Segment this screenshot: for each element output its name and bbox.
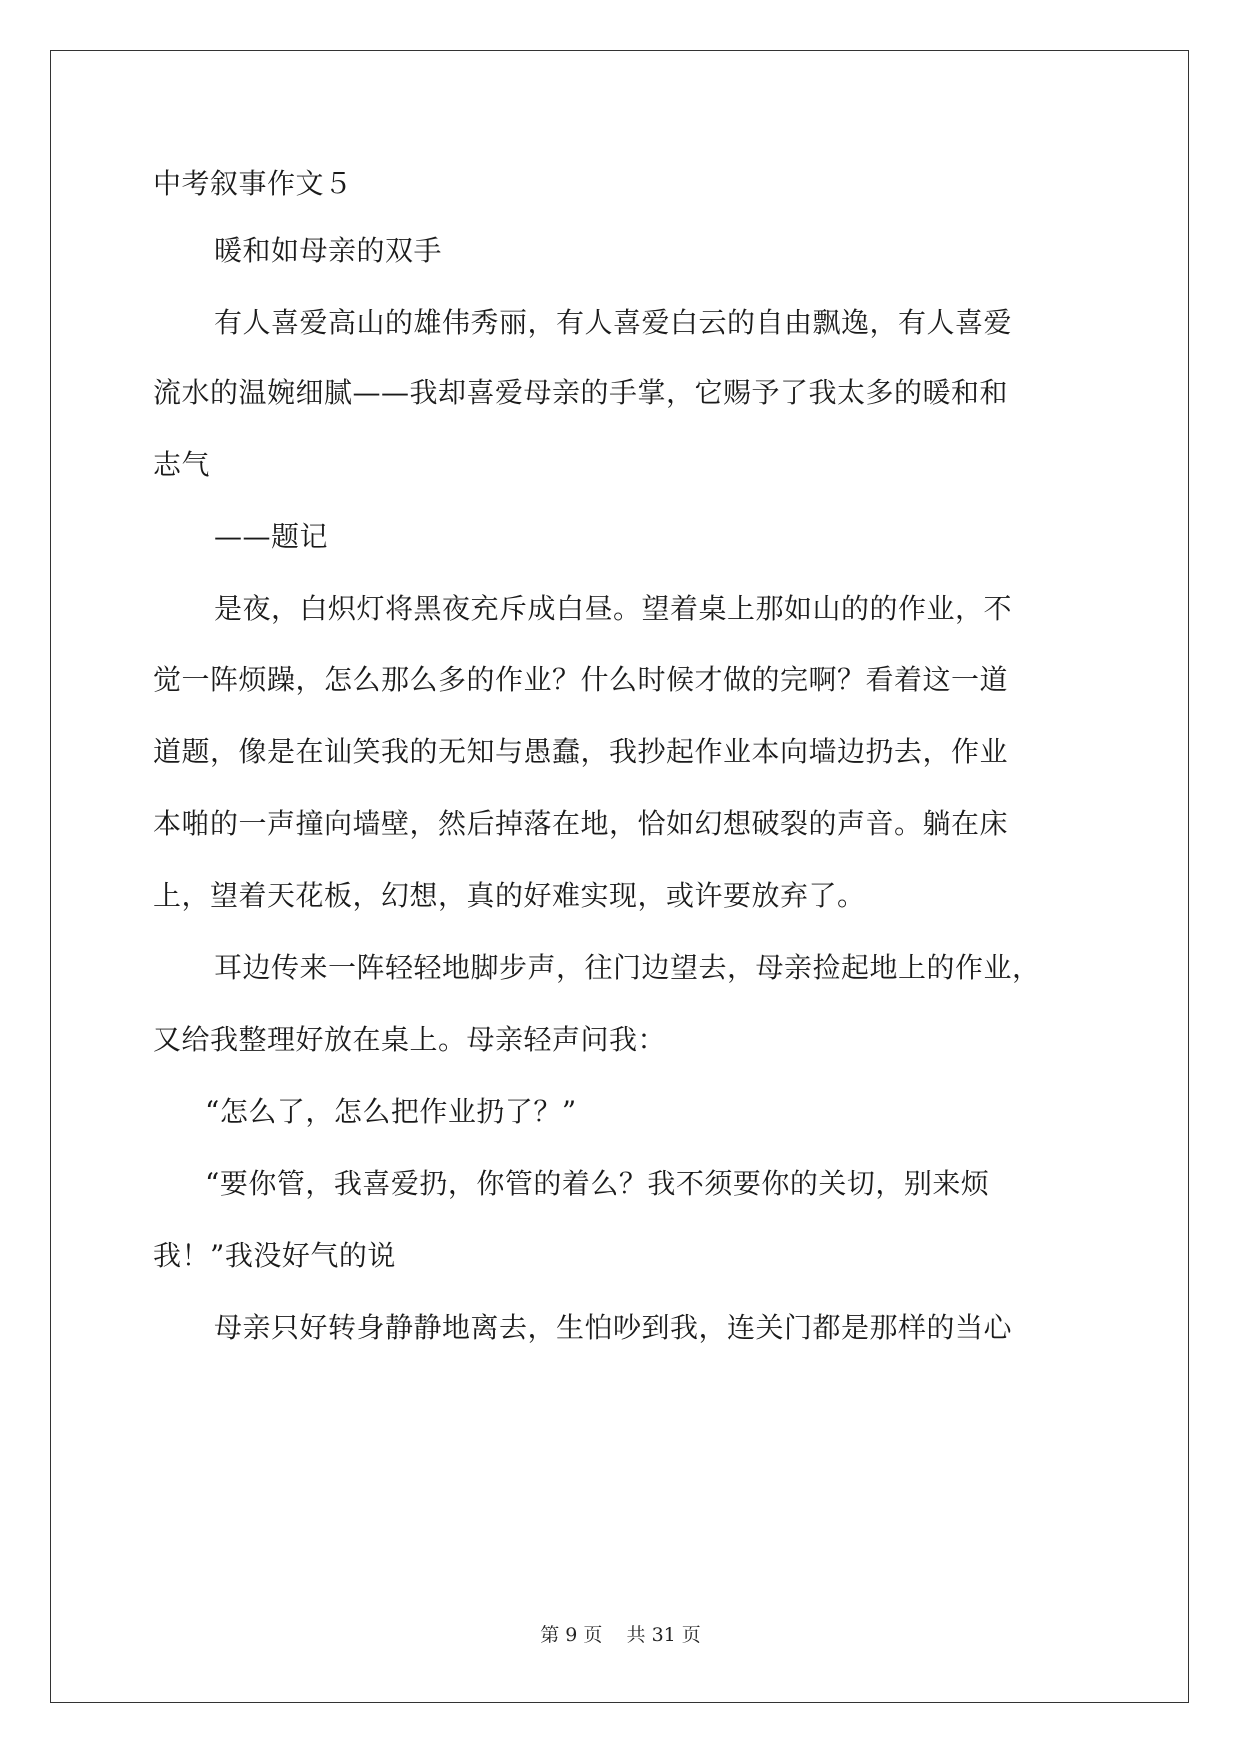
paragraph-line: 是夜，白炽灯将黑夜充斥成白昼。望着桌上那如山的的作业，不 bbox=[214, 592, 1013, 625]
dialogue-line: 我！”我没好气的说 bbox=[153, 1239, 396, 1272]
paragraph-line: 上，望着天花板，幻想，真的好难实现，或许要放弃了。 bbox=[153, 879, 866, 912]
essay-title: 暖和如母亲的双手 bbox=[214, 234, 443, 267]
paragraph-line: 流水的温婉细腻——我却喜爱母亲的手掌，它赐予了我太多的暖和和 bbox=[153, 376, 1009, 409]
page-number: 第 9 页 共 31 页 bbox=[540, 1624, 701, 1646]
paragraph-line: 母亲只好转身静静地离去，生怕吵到我，连关门都是那样的当心 bbox=[214, 1311, 1013, 1344]
paragraph-line: 觉一阵烦躁，怎么那么多的作业？什么时候才做的完啊？看着这一道 bbox=[153, 663, 1009, 696]
dialogue-line: “要你管，我喜爱扔，你管的着么？我不须要你的关切，别来烦 bbox=[205, 1167, 990, 1200]
paragraph-line: 耳边传来一阵轻轻地脚步声，往门边望去，母亲捡起地上的作业， bbox=[214, 951, 1041, 984]
dialogue-line: “怎么了，怎么把作业扔了？” bbox=[205, 1095, 577, 1128]
paragraph-line: 志气 bbox=[153, 448, 211, 481]
paragraph-line: 有人喜爱高山的雄伟秀丽，有人喜爱白云的自由飘逸，有人喜爱 bbox=[214, 306, 1013, 339]
paragraph-line: 道题，像是在讪笑我的无知与愚蠢，我抄起作业本向墙边扔去，作业 bbox=[153, 735, 1009, 768]
paragraph-line: 本啪的一声撞向墙壁，然后掉落在地，恰如幻想破裂的声音。躺在床 bbox=[153, 807, 1009, 840]
paragraph-line: 又给我整理好放在桌上。母亲轻声问我： bbox=[153, 1023, 667, 1056]
essay-heading: 中考叙事作文５ bbox=[153, 167, 353, 200]
epigraph-attribution: ——题记 bbox=[214, 520, 329, 553]
